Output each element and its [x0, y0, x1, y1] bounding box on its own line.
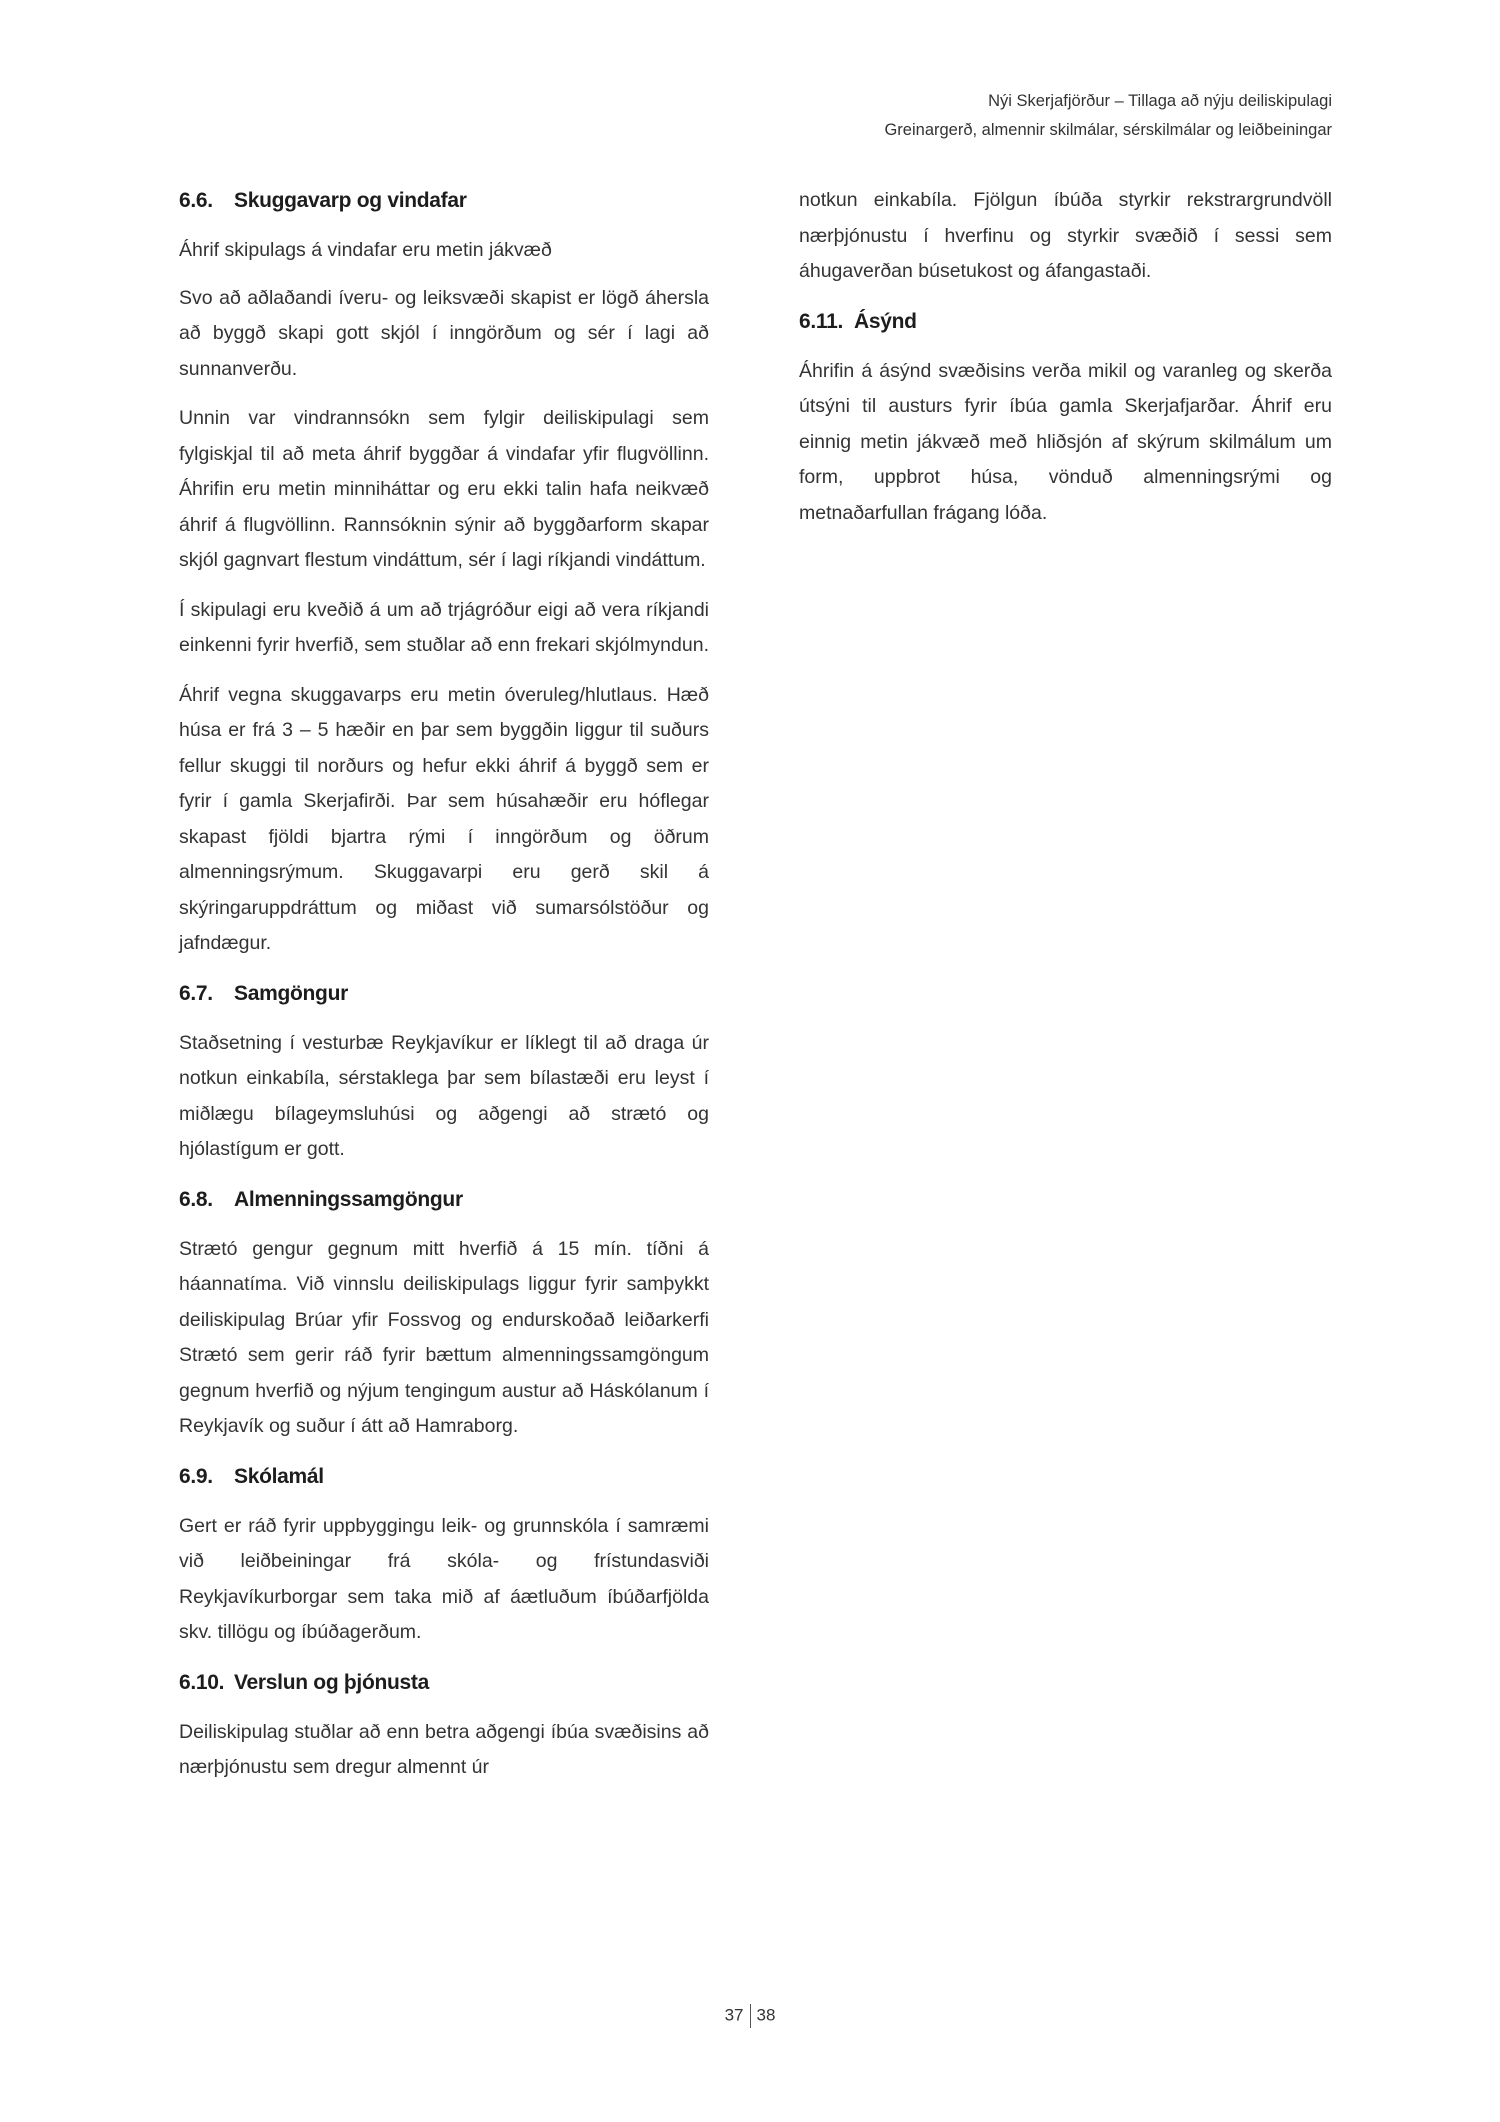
paragraph: Svo að aðlaðandi íveru- og leiksvæði skapist er lögð áhersla að byggð skapi gott skjól í inngörðum og sér í lagi að sunnanverðu. [179, 286, 709, 380]
paragraph: Áhrifin á ásýnd svæðisins verða mikil og varanleg og skerða útsýni til austurs fyrir íbúa gamla Skerjafjarðar. Áhrif eru einnig metin jákvæð með hliðsjón af skýrum skilmálum um form, uppbrot húsa, vönduð almenningsrými og metnaðarfullan frágang lóða. [799, 359, 1332, 524]
paragraph: Unnin var vindrannsókn sem fylgir deiliskipulagi sem fylgiskjal til að meta áhrif byggðar á vindafar yfir flugvöllinn. Áhrifin eru metin minniháttar og eru ekki talin hafa neikvæð áhrif á flugvöllinn. Rannsóknin sýnir að byggðarform skapar skjól gagnvart flestum vindáttum, sér í lagi ríkjandi vindáttum. [179, 407, 709, 571]
section-heading [179, 976, 709, 1012]
section-heading [799, 304, 1332, 340]
section-title: Almenningssamgöngur [234, 1187, 463, 1211]
page-number: 37 [724, 2005, 744, 2025]
section-heading [179, 1182, 709, 1218]
section-6-10 [179, 1665, 709, 1786]
section-6-11 [799, 304, 1332, 532]
section-6-9 [179, 1459, 709, 1651]
header-subtitle: Greinargerð, almennir skilmálar, sérskilmálar og leiðbeiningar [884, 121, 1332, 139]
paragraph: Áhrif vegna skuggavarps eru metin óveruleg/hlutlaus. Hæð húsa er frá 3 – 5 hæðir en þar sem byggðin liggur til suðurs fellur skuggi til norðurs og hefur ekki áhrif á byggð sem er fyrir í gamla Skerjafirði. Þar sem húsahæðir eru hóflegar skapast fjöldi bjartra rými í inngörðum og öðrum almenningsrýmum. Skuggavarpi eru gerð skil á skýringaruppdráttum og miðast við sumarsólstöður og jafndægur. [179, 683, 709, 954]
page-total: 38 [756, 2005, 776, 2025]
paragraph: Gert er ráð fyrir uppbyggingu leik- og grunnskóla í samræmi við leiðbeiningar frá skóla- og frístundasviði Reykjavíkurborgar sem taka mið af áætluðum íbúðarfjölda skv. tillögu og íbúðagerðum. [179, 1514, 709, 1643]
left-column [179, 183, 709, 1800]
running-header [884, 87, 1332, 145]
paragraph: Deiliskipulag stuðlar að enn betra aðgengi íbúa svæðisins að nærþjónustu sem dregur almennt úr [179, 1720, 709, 1778]
section-6-7 [179, 976, 709, 1168]
paragraph-continued: notkun einkabíla. Fjölgun íbúða styrkir rekstrargrundvöll nærþjónustu í hverfinu og styrkir svæðið í sessi sem áhugaverðan búsetukost og áfangastaði. [799, 189, 1332, 282]
paragraph: Staðsetning í vesturbæ Reykjavíkur er líklegt til að draga úr notkun einkabíla, sérstaklega þar sem bílastæði eru leyst í miðlægu bílageymsluhúsi og aðgengi að strætó og hjólastígum er gott. [179, 1031, 709, 1160]
paragraph: Strætó gengur gegnum mitt hverfið á 15 mín. tíðni á háannatíma. Við vinnslu deiliskipulags liggur fyrir samþykkt deiliskipulag Brúar yfir Fossvog og endurskoðað leiðarkerfi Strætó sem gerir ráð fyrir bættum almenningssamgöngum gegnum hverfið og nýjum tengingum austur að Háskólanum í Reykjavík og suður í átt að Hamraborg. [179, 1237, 709, 1437]
section-number: 6.8. [179, 1187, 213, 1211]
section-number: 6.10. [179, 1670, 225, 1694]
section-6-6 [179, 183, 709, 962]
section-number: 6.11. [799, 309, 844, 333]
paragraph: Áhrif skipulags á vindafar eru metin jákvæð [179, 239, 552, 261]
section-title: Verslun og þjónusta [234, 1670, 429, 1694]
section-6-8 [179, 1182, 709, 1445]
page-separator [750, 2004, 751, 2028]
section-number: 6.9. [179, 1464, 213, 1488]
page-footer [0, 2004, 1500, 2028]
header-title: Nýi Skerjafjörður – Tillaga að nýju deiliskipulagi [988, 92, 1332, 110]
section-heading [179, 183, 709, 219]
section-title: Samgöngur [234, 981, 348, 1005]
section-number: 6.7. [179, 981, 213, 1005]
section-number: 6.6. [179, 189, 213, 212]
section-title: Skólamál [234, 1464, 324, 1488]
paragraph: Í skipulagi eru kveðið á um að trjágróður eigi að vera ríkjandi einkenni fyrir hverfið, sem stuðlar að enn frekari skjólmyndun. [179, 598, 709, 656]
section-heading [179, 1459, 709, 1495]
right-column [799, 183, 1332, 545]
section-heading [179, 1665, 709, 1701]
section-title: Skuggavarp og vindafar [234, 189, 467, 212]
section-title: Ásýnd [854, 309, 917, 333]
